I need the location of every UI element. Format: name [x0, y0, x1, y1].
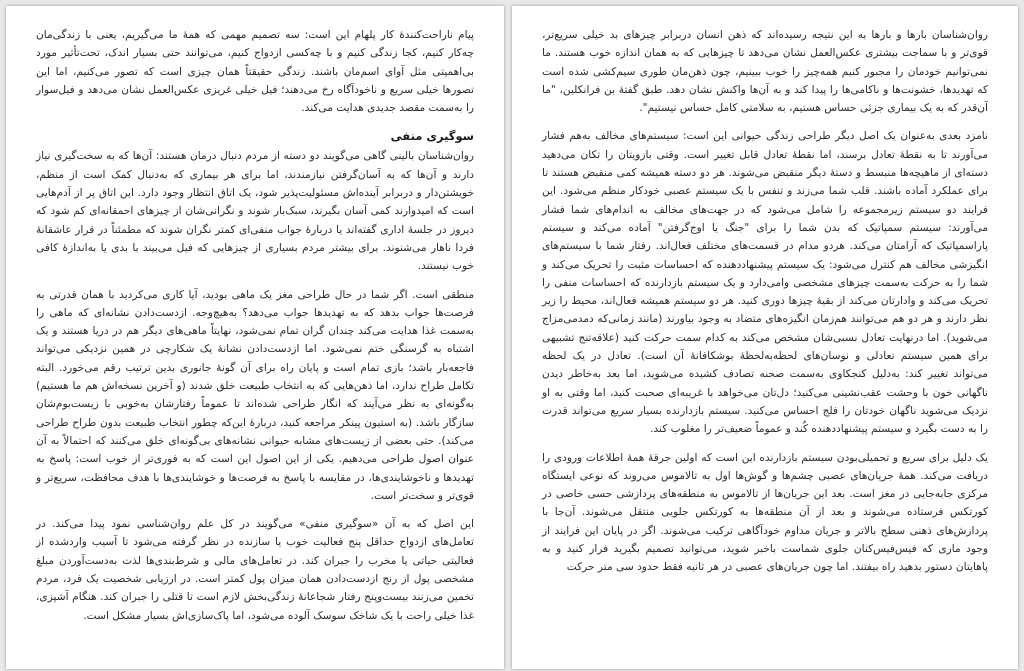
right-paragraph-3: یک دلیل برای سریع و تحمیلی‌بودن سیستم بازدارنده این است که اولین جرقهٔ همهٔ اطلاعات ورودی را دریافت می‌کند. همهٔ جریان‌های عصبی چشم‌ها و گوش‌ها اول به تالاموس می‌روند که نوعی ایستگاه مرکزی جابه‌جایی در مغز است. بعد این جریان‌ها از تالاموس به منطقه‌های پردازشی حسی خاصی در کورتکس فرستاده می‌شوند و بعد از آن منطقه‌ها به کورتکس جلویی منتقل می‌شوند. آن‌جا با پردازش‌های ذهنی سطح بالاتر و جریان مداوم خودآگاهی ترکیب می‌شوند. اگر در پایان این فرایند از وجود ماری که فیس‌فیس‌کنان جلوی شماست باخبر شوید، می‌توانید تصمیم بگیرید فرار کنید و به پاهایتان دستور بدهید راه بیفتند. اما چون جریان‌های عصبی در هر ثانیه فقط حدود سی متر حرکت: [542, 451, 988, 574]
left-paragraph-1: روان‌شناسان بالینی گاهی می‌گویند دو دسته از مردم دنبال درمان هستند: آن‌ها که به سخت‌گیری نیاز دارند و آن‌ها که به آسان‌گرفتن نیازمندند، اما برای هر بیماری که به‌دنبال کمک است از منظم، خویشتن‌دار و دربرابر آینده‌اش مسئولیت‌پذیر شود، یک اتاق انتظار وجود دارد. این اتاق پر از آدم‌هایی است که امیدوارند کمی آسان بگیرند، سبک‌بار شوند و نگرانی‌شان از چیزهای احمقانه‌ای کم شود که دیروز در جلسهٔ اداری گفته‌اند یا دربارهٔ جواب منفی‌ای کمتر نگران شوند که مطمئناً در قرار عاشقانهٔ فردا ناهار می‌شنوند. برای بیشتر مردم بسیاری از چیزهایی که فیل می‌بیند با بدی یا به‌اندازهٔ کافی خوب نیستند.: [36, 150, 474, 273]
right-page: [512, 6, 1018, 669]
right-paragraph-2: نامزد بعدی به‌عنوان یک اصل دیگر طراحی زندگی حیوانی این است: سیستم‌های مخالف به‌هم فشار می‌آورند تا به نقطهٔ تعادل برسند، اما نقطهٔ تعادل قابل تغییر است. وقتی بازویتان را تکان می‌دهید دسته‌ای از ماهیچه‌ها منبسط و دستهٔ دیگر منقبض می‌شوند. هر دو دسته همیشه کمی منقبض هستند تا برای عملکرد آماده باشند. قلب شما می‌زند و تنفس با یک سیستم عصبی خودکار منظم می‌شود. این فرایند دو سیستم زیرمجموعه را شامل می‌شود که در جهت‌های مخالف به اندام‌های شما فشار می‌آورند: سیستم سمپاتیک که بدن شما را برای "جنگ یا اوج‌گرفتن" آماده می‌کند و سیستم پاراسمپاتیک که آرامتان می‌کند. هردو مدام در قسمت‌های مختلف فعال‌اند. رفتار شما با سیستم‌های انگیزشی مخالف هم کنترل می‌شود: یک سیستم پیشنهاددهنده که احساسات مثبت را تحریک می‌کند و شما را به حرکت به‌سمت چیزهای مشخصی وامی‌دارد و یک سیستم بازدارنده که احساسات منفی را تحریک می‌کند و وادارتان می‌کند از بقیهٔ چیزها دوری کنید. هر دو سیستم همیشه فعال‌اند، محیط را زیر نظر دارند و هر دو هم می‌توانند هم‌زمان انگیزه‌های متضاد به وجود بیاورند (مانند زمانی‌که دمدمی‌مزاج می‌شوید). اما درنهایت تعادل نسبی‌شان مشخص می‌کند به کدام سمت حرکت کنید (علاقه‌تنج تشبیهی برای همین سیستم تعادلی و نوسان‌های لحظه‌به‌لحظهٔ بوشکافانهٔ آن است). تعادل در یک لحظه می‌تواند تغییر کند: به‌دلیل کنجکاوی به‌سمت صحنه تصادف کشیده می‌شوید، اما بعد به‌خاطر دیدن ناگهانی خون با وحشت عقب‌نشینی می‌کنید؛ دل‌تان می‌خواهد با غریبه‌ای صحبت کنید، اما وقتی به او نزدیک می‌شوید ناگهان خودتان را فلج احساس می‌کنید. سیستم بازدارنده بسیار سریع می‌تواند قدرت را به دست بگیرد و سیستم پیشنهاددهنده کُند و عموماً ضعیف‌تر را مغلوب کند.: [542, 130, 988, 436]
left-paragraph-3: این اصل که به آن «سوگیری منفی» می‌گویند در کل علم روان‌شناسی نمود پیدا می‌کند. در تعامل‌های ازدواج حداقل پنج فعالیت خوب یا سازنده در نظر گرفته می‌شود تا آسیب واردشده از فعالیتی حیاتی یا مخرب را جبران کند. در تعامل‌های مالی و شرط‌بندی‌ها لذت به‌دست‌آوردن مبلغ مشخصی پول از رنج ازدست‌دادن همان میزان پول کمتر است. در ارزیابی شخصیت یک فرد، مردم تخمین می‌زنند بیست‌وپنج رفتار شجاعانهٔ زندگی‌بخش لازم است تا قتلی را جبران کند. هنگام آشپزی، غذا خیلی راحت با یک شاخک سوسک آلوده می‌شود، اما پاک‌سازی‌اش بسیار مشکل است.: [36, 518, 474, 622]
left-intro-paragraph: پیام ناراحت‌کنندهٔ کار پلهام این است: سه تصمیم مهمی که همهٔ ما می‌گیریم، یعنی با زندگی‌مان چه‌کار کنیم، کجا زندگی کنیم و با چه‌کسی ازدواج کنیم، می‌توانند حتی بسیار اندک، تحت‌تأثیر مورد بی‌اهمیتی مثل آوای اسم‌مان باشند. زندگی حقیقتاً همان چیزی است که تصور می‌کنیم، اما این تصورها خیلی سریع و ناخودآگاه رخ می‌دهند؛ فیل خیلی غریزی عکس‌العمل نشان می‌دهد و فیل‌سوار را به‌سمت مقصد جدیدی هدایت می‌کند.: [36, 29, 474, 115]
section-heading: سوگیری منفی: [390, 129, 474, 144]
right-paragraph-1: روان‌شناسان بارها و بارها به این نتیجه رسیده‌اند که ذهن انسان دربرابر چیزهای بد خیلی سریع‌تر، قوی‌تر و با سماجت بیشتری عکس‌العمل نشان می‌دهد تا چیزهایی که به همان اندازه خوب هستند. ما نمی‌توانیم خودمان را مجبور کنیم همه‌چیز را خوب ببینیم، چون ذهن‌مان طوری سیم‌کشی شده است که تهدیدها، خشونت‌ها و ناکامی‌ها را پیدا کند و به آن‌ها واکنش نشان دهد. طبق گفتهٔ بن فرانکلین، "ما آن‌قدر که به یک بیماری جزئی حساس هستیم، به سلامتی کامل حساس نیستیم".: [542, 29, 988, 115]
left-page: [6, 6, 504, 669]
left-paragraph-2: منطقی است. اگر شما در حال طراحی مغز یک ماهی بودید، آیا کاری می‌کردید با همان قدرتی به فرصت‌ها جواب بدهد که به تهدیدها جواب می‌دهد؟ به‌هیچ‌وجه. ازدست‌دادن نشانه‌ای که ماهی را به‌سمت غذا هدایت می‌کند چندان گران تمام نمی‌شود، نهایتاً ماهی‌های دیگر هم در دریا هستند و یک اشتباه به گرسنگی ختم نمی‌شود. اما ازدست‌دادن نشانهٔ یک شکارچی در همین نزدیکی می‌تواند فاجعه‌بار باشد؛ بازی تمام است و پایان راه برای آن گونهٔ جانوری بدین ترتیب رقم می‌خورد. البته تکامل طراح ندارد، اما ذهن‌هایی که به انتخاب طبیعت خلق شدند (و آخرین نسخه‌اش هم ما هستیم) به‌گونه‌ای به نظر می‌آیند که انگار طراحی شده‌اند تا عموماً رفتارشان به‌خوبی با زیست‌بوم‌شان سازگار باشد. (به استیون پینکر مراجعه کنید، دربارهٔ این‌که چطور انتخاب طبیعت بدون طراح طراحی می‌کند). حتی بعضی از زیست‌های مشابه حیوانی نشانه‌های بی‌گونه‌ای خلق می‌کنند که احتمالاً به آن عنوان اصول طراحی می‌دهیم. یکی از این اصول این است که به فوری‌تر از خوب است: پاسخ به تهدیدها و ناخوشایندی‌ها، در مقایسه با پاسخ به فرصت‌ها و خوشایندی‌ها با هدف محافظت، سریع‌تر و قوی‌تر و سخت‌تر است.: [36, 288, 474, 502]
